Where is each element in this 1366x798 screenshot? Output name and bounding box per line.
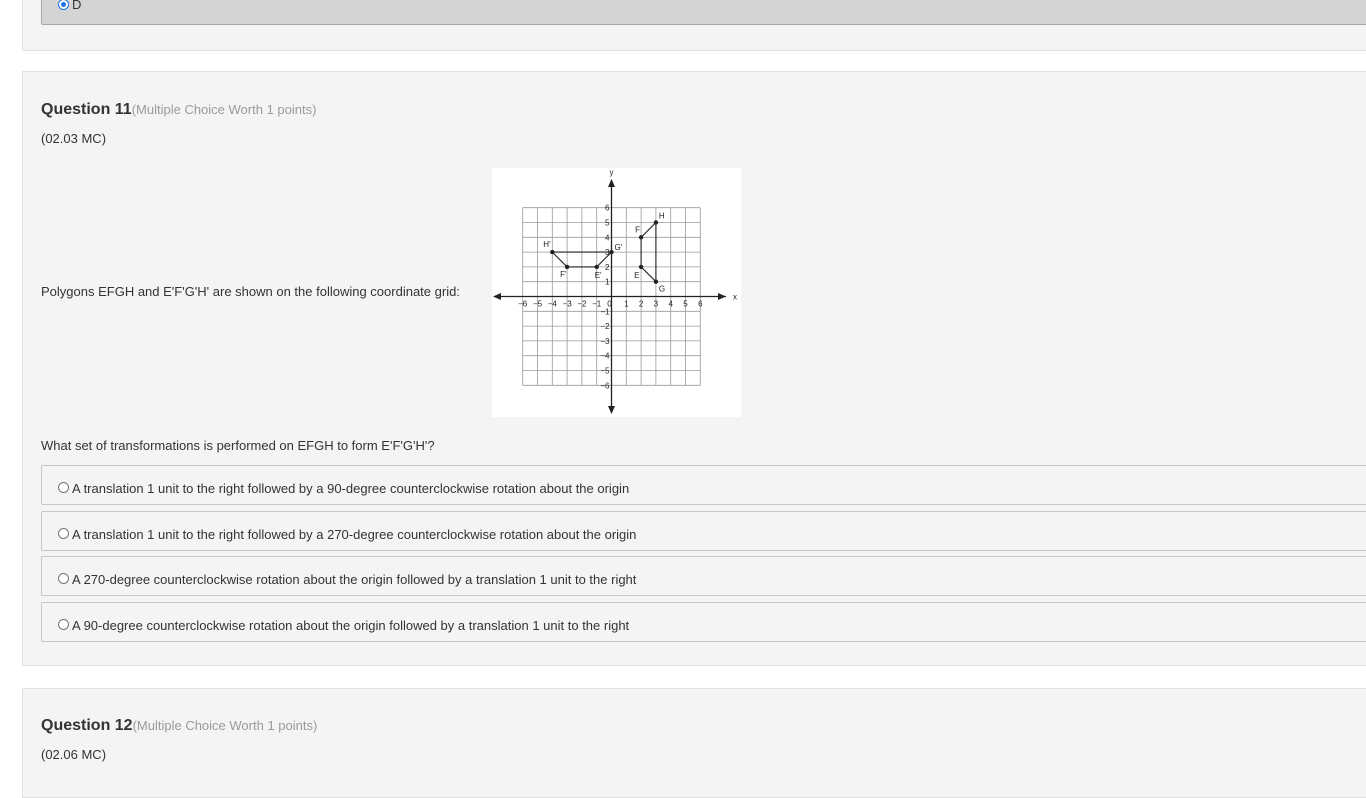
- y-tick-label: 1: [605, 277, 610, 287]
- vertex-point: [550, 250, 554, 254]
- question-code: (02.06 MC): [41, 747, 107, 762]
- x-axis-arrow-right: [718, 293, 726, 300]
- vertex-label: G': [614, 243, 623, 253]
- y-tick-label: −4: [600, 351, 610, 361]
- answer-option-b[interactable]: [41, 511, 1366, 551]
- answer-option-label: D: [72, 0, 82, 12]
- x-tick-label: 1: [624, 299, 629, 309]
- vertex-point: [565, 265, 569, 269]
- answer-option-label: A translation 1 unit to the right followed by a 270-degree counterclockwise rotation about the origin: [72, 527, 637, 542]
- radio-button[interactable]: [58, 528, 69, 539]
- x-tick-label: −1: [592, 299, 602, 309]
- vertex-label: F': [560, 269, 567, 279]
- x-tick-label: −5: [532, 299, 543, 309]
- radio-button[interactable]: [58, 573, 69, 584]
- x-tick-label: 6: [698, 299, 703, 309]
- question-code: (02.03 MC): [41, 131, 107, 146]
- vertex-point: [639, 235, 643, 239]
- question-title: [41, 101, 316, 119]
- y-tick-label: −6: [600, 381, 610, 391]
- vertex-label: G: [658, 284, 666, 294]
- vertex-label: H: [658, 211, 665, 221]
- x-tick-label: −4: [547, 299, 557, 309]
- answer-option-d[interactable]: [41, 0, 1366, 25]
- tick-labels: [518, 168, 737, 390]
- answer-option-label: A 90-degree counterclockwise rotation about the origin followed by a translation 1 unit to the right: [72, 618, 630, 633]
- answer-option-a[interactable]: [41, 465, 1366, 505]
- y-tick-label: 6: [605, 203, 610, 213]
- vertex-point: [654, 220, 658, 224]
- y-tick-label: −3: [600, 336, 610, 346]
- coordinate-grid-graph: [492, 168, 741, 417]
- question-prompt: Polygons EFGH and E'F'G'H' are shown on the following coordinate grid:: [41, 284, 460, 299]
- question-worth: (Multiple Choice Worth 1 points): [131, 102, 317, 117]
- x-tick-label: −6: [518, 299, 528, 309]
- vertex-point: [654, 280, 658, 284]
- vertex-label: F: [635, 225, 640, 235]
- question-number: Question 11: [41, 101, 132, 118]
- x-tick-label: 3: [653, 299, 659, 309]
- axes: [493, 179, 726, 414]
- question-12-card: [22, 688, 1366, 798]
- question-number: Question 12: [41, 717, 133, 734]
- x-tick-label: 5: [683, 299, 688, 309]
- answer-option-c[interactable]: [41, 556, 1366, 596]
- y-tick-label: −1: [600, 307, 610, 317]
- question-10-card: [22, 0, 1366, 51]
- y-tick-label: −2: [600, 322, 610, 332]
- question-worth: (Multiple Choice Worth 1 points): [132, 718, 318, 733]
- vertex-point: [609, 250, 613, 254]
- answer-option-label: A translation 1 unit to the right followed by a 90-degree counterclockwise rotation about the origin: [72, 481, 630, 496]
- y-tick-label: 4: [605, 233, 610, 243]
- x-tick-label: −2: [577, 299, 587, 309]
- y-axis-arrow-up: [608, 179, 615, 187]
- x-tick-label: 2: [638, 299, 644, 309]
- radio-button-selected[interactable]: [58, 0, 69, 10]
- radio-button[interactable]: [58, 482, 69, 493]
- answer-option-d[interactable]: [41, 602, 1366, 642]
- vertex-label: E': [594, 270, 602, 280]
- x-axis-label: x: [733, 292, 737, 302]
- vertex-label: E: [634, 270, 640, 280]
- x-tick-label: 0: [607, 299, 612, 309]
- question-11-card: [22, 71, 1366, 666]
- y-tick-label: 3: [605, 248, 610, 258]
- x-tick-label: −3: [562, 299, 572, 309]
- y-tick-label: 2: [605, 262, 610, 272]
- radio-button[interactable]: [58, 619, 69, 630]
- vertex-point: [595, 265, 599, 269]
- x-axis-arrow-left: [493, 293, 501, 300]
- y-axis-label: y: [609, 168, 614, 177]
- vertex-point: [639, 265, 643, 269]
- question-text: What set of transformations is performed on EFGH to form E'F'G'H'?: [41, 438, 435, 453]
- answer-option-label: A 270-degree counterclockwise rotation about the origin followed by a translation 1 unit to the right: [72, 572, 637, 587]
- y-axis-arrow-down: [608, 406, 615, 414]
- y-tick-label: 5: [605, 218, 610, 228]
- question-title: [41, 717, 317, 735]
- y-tick-label: −5: [600, 366, 610, 376]
- x-tick-label: 4: [668, 299, 673, 309]
- vertex-label: H': [543, 240, 551, 250]
